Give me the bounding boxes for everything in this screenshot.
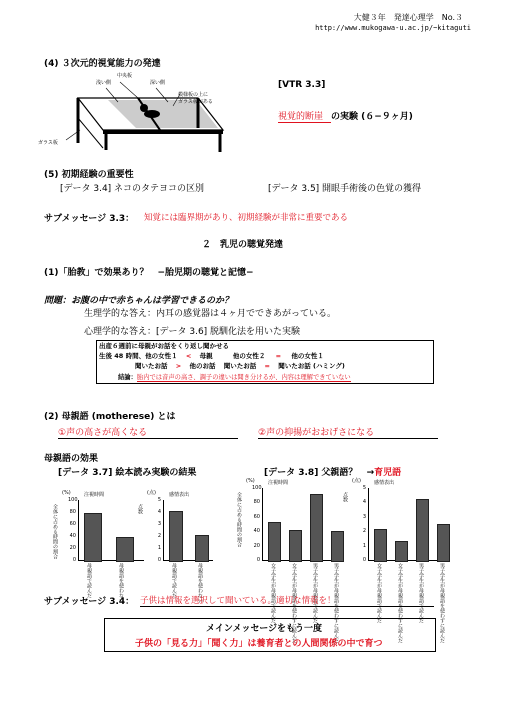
data-3-8-label: [データ 3.8] 父親語？ bbox=[264, 468, 358, 478]
motherese-effect: 母親語の効果 bbox=[44, 454, 99, 464]
chart-1-tick-3: 3 bbox=[157, 521, 161, 527]
chart-3-unit: (点) bbox=[352, 478, 361, 484]
box-row1-op2: = bbox=[275, 352, 282, 360]
data-3-8-arrow: → bbox=[366, 468, 375, 478]
diagram-label-note1: 模様板の上に bbox=[178, 92, 209, 98]
section-5-heading: (5) 初期経験の重要性 bbox=[44, 170, 134, 180]
chart-0-tick-1: 20 bbox=[69, 545, 76, 551]
chart-0-tick-3: 60 bbox=[69, 521, 76, 527]
physiological-answer: 生理学的な答え：内耳の感覚器は４ヶ月でできあがっている。 bbox=[84, 309, 337, 319]
chart-2-category-0: 女子学生が母親語で読んだ bbox=[270, 563, 276, 623]
visual-cliff-diagram bbox=[48, 68, 248, 154]
chart-2-ylabel: 全体に占める時間の割合 bbox=[236, 492, 242, 547]
box-row2-d: 聞いたお話 (ハミング) bbox=[278, 362, 345, 370]
chart-0-category-0: 母親語で読んだ bbox=[86, 563, 92, 598]
vtr-rest: の実験 (６−９ヶ月) bbox=[331, 112, 413, 122]
box-row1-c: 他の女性２ bbox=[232, 352, 266, 360]
chart-0-category-1: 母親語を使わない bbox=[118, 563, 124, 603]
sub-message-3-3-label: サブメッセージ 3.3： bbox=[44, 214, 135, 224]
chart-0-bar-0 bbox=[84, 513, 102, 562]
chart-2-title: 注視時間 bbox=[268, 480, 289, 486]
box-conclusion bbox=[118, 372, 351, 381]
box-row2-a: 聞いたお話 bbox=[135, 362, 168, 370]
chart-0-bar-1 bbox=[116, 537, 134, 562]
box-row1 bbox=[99, 351, 324, 360]
chart-1-category-1: 母親語を使わない bbox=[197, 563, 203, 603]
chart-3-tick-3: 3 bbox=[362, 513, 366, 520]
main-message-text: 子供の「見る力」「聞く力」は養育者との人間関係の中で育つ bbox=[135, 639, 383, 649]
chart-1-yaxis bbox=[163, 500, 164, 560]
chart-1-bar-0 bbox=[169, 511, 183, 562]
vtr-fill-answer: 視覚的断崖 bbox=[278, 112, 331, 123]
chart-2-tick-2: 40 bbox=[253, 528, 260, 535]
box-row1-d: 他の女性１ bbox=[291, 352, 324, 360]
header-url: http://www.mukogawa-u.ac.jp/~kitaguti bbox=[315, 24, 471, 32]
vtr-label: [VTR 3.3] bbox=[278, 80, 326, 90]
data-3-8 bbox=[264, 465, 401, 478]
chart-3-bar-0 bbox=[374, 529, 387, 562]
chart-3-title: 感情表出 bbox=[374, 480, 395, 486]
chart-3-category-2: 男子学生が母親語で読んだ bbox=[418, 563, 424, 623]
box-conclusion-text: 胎内では音声の高さ、調子の違いは聞き分けるが、内容は理解できていない bbox=[136, 374, 351, 381]
box-row2 bbox=[135, 361, 345, 370]
chart-2-tick-1: 20 bbox=[253, 542, 260, 549]
diagram-label-glass: ガラス板 bbox=[38, 140, 58, 146]
chart-2-category-2: 男子学生が母親語で読んだ bbox=[312, 563, 318, 623]
diagram-label-center: 中央板 bbox=[117, 73, 133, 79]
motherese-point-1: ①声の高さが高くなる bbox=[58, 425, 238, 439]
chart-1-unit: (点) bbox=[147, 490, 156, 496]
main-message-title: メインメッセージをもう一度 bbox=[206, 624, 323, 634]
data-3-5: [データ 3.5] 開眼手術後の色覚の獲得 bbox=[268, 184, 422, 194]
chart-3-tick-5: 5 bbox=[362, 485, 366, 491]
chart-2-category-3: 男子学生が母親語を使わずに読んだ bbox=[333, 563, 339, 643]
data-3-8-red: 育児語 bbox=[374, 468, 402, 478]
box-conclusion-label: 結論： bbox=[118, 374, 137, 381]
chart-1-tick-0: 0 bbox=[157, 557, 161, 563]
data-3-7: [データ 3.7] 絵本読み実験の結果 bbox=[58, 468, 197, 478]
chart-1-tick-5: 5 bbox=[157, 497, 161, 503]
chart-1-ylabel: 点数 bbox=[137, 504, 143, 514]
sub-message-3-4-label: サブメッセージ 3.4： bbox=[44, 597, 135, 607]
chart-2-yaxis bbox=[262, 488, 263, 560]
problem: 問題：お腹の中で赤ちゃんは学習できるのか？ bbox=[44, 296, 234, 306]
chart-3-category-1: 女子学生が母親語を使わずに読んだ bbox=[397, 563, 403, 643]
chart-1-tick-4: 4 bbox=[157, 509, 161, 515]
chart-2-tick-0: 0 bbox=[256, 557, 260, 563]
box-row2-op1: > bbox=[175, 362, 182, 370]
question-1: (1)「胎教」で効果あり？ −胎児期の聴覚と記憶− bbox=[44, 268, 254, 278]
chart-3-tick-1: 1 bbox=[362, 542, 366, 549]
box-row1-op1: < bbox=[185, 352, 192, 360]
box-row1-b: 母親 bbox=[199, 352, 213, 360]
box-line1: 出産６週前に母親がお話をくり返し聞かせる bbox=[99, 342, 229, 350]
chart-0-tick-2: 40 bbox=[69, 533, 76, 539]
sub-message-3-3-text: 知覚には臨界期があり、初期経験が非常に重要である bbox=[144, 213, 349, 223]
chart-2-tick-3: 60 bbox=[253, 513, 260, 520]
chart-0-tick-0: 0 bbox=[72, 557, 76, 563]
chart-2-tick-4: 80 bbox=[253, 499, 260, 506]
chart-2-bar-0 bbox=[268, 522, 281, 562]
section-4-heading: (4) ３次元的視覚能力の発達 bbox=[44, 59, 161, 69]
chart-1-title: 感情表出 bbox=[169, 492, 190, 498]
chart-3-tick-4: 4 bbox=[362, 499, 366, 506]
chapter-2-title: ２ 乳児の聴覚発達 bbox=[202, 240, 284, 250]
box-row2-op2: = bbox=[264, 362, 270, 370]
chart-3-ylabel: 点数 bbox=[342, 492, 348, 502]
chart-2-unit: (%) bbox=[246, 478, 255, 484]
chart-1-tick-1: 1 bbox=[157, 545, 161, 551]
chart-0-unit: (%) bbox=[62, 490, 71, 496]
chart-1-tick-2: 2 bbox=[157, 533, 161, 539]
chart-0-title: 注視時間 bbox=[84, 492, 105, 498]
chart-3-category-3: 男子学生が母親語を使わずに読んだ bbox=[439, 563, 445, 643]
chart-0-tick-4: 80 bbox=[69, 509, 76, 515]
diagram-label-deep: 深い側 bbox=[150, 80, 166, 86]
vtr-line bbox=[278, 109, 413, 122]
chart-2-tick-5: 100 bbox=[252, 485, 262, 491]
box-row2-c: 聞いたお話 bbox=[223, 362, 257, 370]
box-row1-a: 生後 48 時間、他の女性１ bbox=[99, 352, 178, 360]
chart-2-bar-1 bbox=[289, 530, 302, 562]
motherese-point-2: ②声の抑揚がおおげさになる bbox=[258, 425, 438, 439]
chart-2-category-1: 女子学生が母親語を使わずに読んだ bbox=[291, 563, 297, 643]
sub-message-3-4-text: 子供は情報を選択して聞いている。適切な情報を！ bbox=[140, 594, 434, 607]
psychological-answer: 心理学的な答え：[データ 3.6] 脱馴化法を用いた実験 bbox=[84, 327, 301, 337]
diagram-label-note2: ガラス板がある bbox=[178, 99, 213, 105]
chart-3-tick-0: 0 bbox=[362, 557, 366, 563]
diagram-label-shallow: 浅い側 bbox=[96, 80, 112, 86]
chart-0-ylabel: 全体に占める時間の割合 bbox=[52, 504, 58, 559]
box-row2-b: 他のお話 bbox=[189, 362, 216, 370]
chart-3-bar-3 bbox=[437, 524, 450, 562]
chart-0-yaxis bbox=[78, 500, 79, 560]
chart-3-bar-1 bbox=[395, 541, 408, 562]
header-course: 大健３年 発達心理学 No.３ bbox=[353, 13, 463, 22]
chart-3-yaxis bbox=[368, 488, 369, 560]
chart-3-tick-2: 2 bbox=[362, 528, 366, 535]
chart-0-tick-5: 100 bbox=[68, 497, 78, 503]
chart-2-bar-2 bbox=[310, 494, 323, 562]
chart-3-category-0: 女子学生が母親語で読んだ bbox=[376, 563, 382, 623]
data-3-4: [データ 3.4] ネコのタテヨコの区別 bbox=[60, 184, 205, 194]
chart-1-bar-1 bbox=[195, 535, 209, 562]
chart-3-bar-2 bbox=[416, 499, 429, 562]
question-2: (2) 母親語 (motherese) とは bbox=[44, 412, 176, 422]
chart-1-category-0: 母親語で読んだ bbox=[171, 563, 177, 598]
